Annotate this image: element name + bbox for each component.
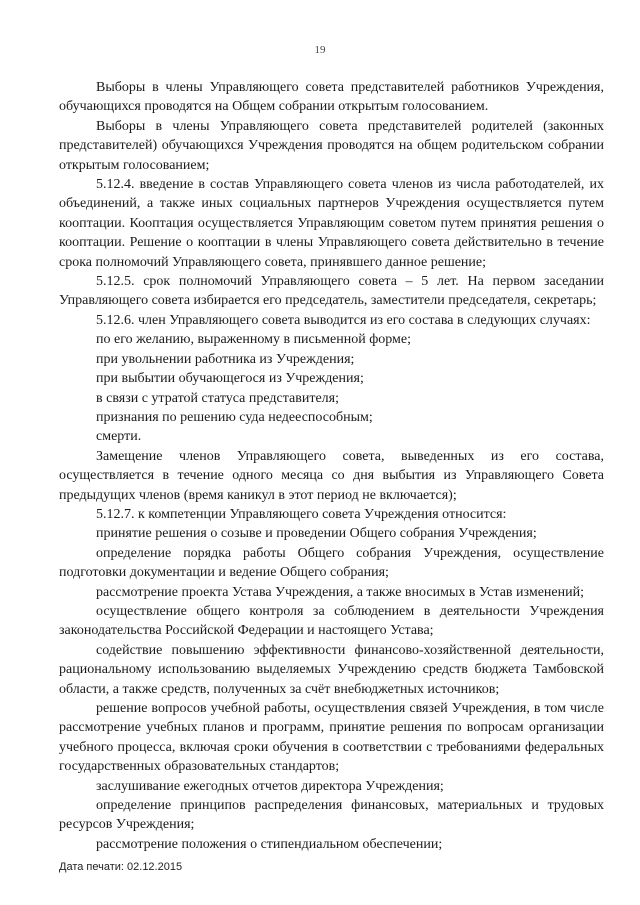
paragraph: 5.12.4. введение в состав Управляющего совета членов из числа работодателей, их объединений, а также иных социальных партнеров Учреждения осуществляется путем кооптации. Кооптация осуществляется Управляющим советом путем принятия решения о кооптации. Решение о кооптации в члены Управляющего совета действительно в течение срока полномочий Управляющего совета, принявшего данное решение; — [59, 177, 604, 270]
list-item: по его желанию, выраженному в письменной форме; — [96, 332, 412, 348]
paragraph: Выборы в члены Управляющего совета представителей родителей (законных представителей) обучающихся Учреждения проводятся на общем родительском собрании открытым голосованием; — [59, 118, 604, 173]
paragraph: рассмотрение проекта Устава Учреждения, а также вносимых в Устав изменений; — [96, 584, 584, 600]
print-date: Дата печати: 02.12.2015 — [59, 861, 183, 873]
paragraph: 5.12.7. к компетенции Управляющего совета Учреждения относится: — [96, 506, 507, 522]
paragraph: 5.12.5. срок полномочий Управляющего совета – 5 лет. На первом заседании Управляющего совета избирается его председатель, заместители председателя, секретарь; — [59, 274, 604, 309]
paragraph: содействие повышению эффективности финансово-хозяйственной деятельности, рациональному использованию выделяемых Учреждению средств бюджета Тамбовской области, а также средств, полученных за счёт внебюджетных источников; — [59, 642, 604, 697]
paragraph: заслушивание ежегодных отчетов директора Учреждения; — [96, 778, 444, 794]
list-item: при выбытии обучающегося из Учреждения; — [96, 371, 364, 387]
list-item: в связи с утратой статуса представителя; — [96, 390, 339, 406]
body-text — [59, 78, 604, 854]
list-item: смерти. — [96, 429, 142, 445]
paragraph: определение порядка работы Общего собрания Учреждения, осуществление подготовки документации и ведение Общего собрания; — [59, 545, 604, 581]
list-item: при увольнении работника из Учреждения; — [96, 351, 355, 367]
page-number: 19 — [314, 44, 326, 56]
paragraph: рассмотрение положения о стипендиальном обеспечении; — [96, 836, 443, 852]
paragraph: осуществление общего контроля за соблюдением в деятельности Учреждения законодательства Российской Федерации и настоящего Устава; — [59, 603, 604, 639]
paragraph: Замещение членов Управляющего совета, выведенных из его состава, осуществляется в течение одного месяца со дня выбытия из Управляющего Совета предыдущих членов (время каникул в этот период не включается); — [59, 448, 604, 503]
paragraph: решение вопросов учебной работы, осуществления связей Учреждения, в том числе рассмотрение учебных планов и программ, принятие решения по вопросам организации учебного процесса, включая сроки обучения в соответствии с требованиями федеральных государственных образовательных стандартов; — [59, 701, 604, 775]
paragraph: принятие решения о созыве и проведении Общего собрания Учреждения; — [96, 526, 537, 542]
list-item: признания по решению суда недееспособным; — [96, 409, 373, 425]
paragraph: определение принципов распределения финансовых, материальных и трудовых ресурсов Учреждения; — [59, 798, 604, 833]
paragraph: 5.12.6. член Управляющего совета выводится из его состава в следующих случаях: — [96, 312, 591, 328]
paragraph: Выборы в члены Управляющего совета представителей работников Учреждения, обучающихся проводятся на Общем собрании открытым голосованием. — [59, 80, 604, 115]
